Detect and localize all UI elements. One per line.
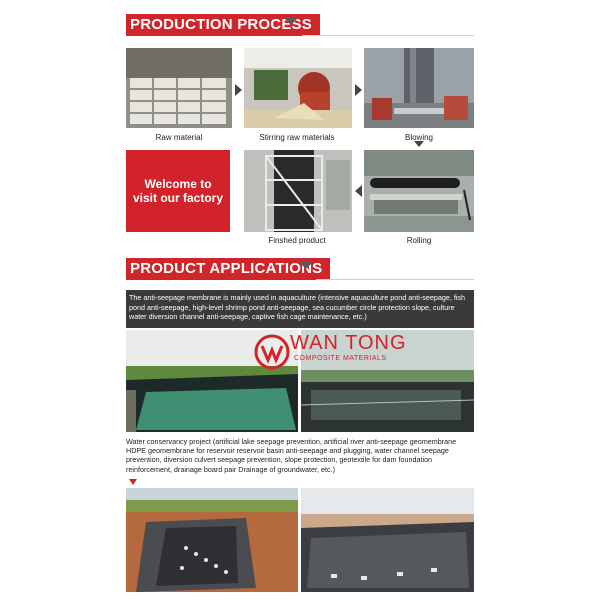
marker-triangle-icon [129,479,137,485]
arrow-left-icon [355,185,362,197]
header-rule [302,35,474,36]
production-process-title: PRODUCTION PROCESS [126,14,320,36]
header-triangle-icon [283,17,299,25]
welcome-line-2: visit our factory [132,191,224,205]
photo-finished-product [244,150,352,232]
caption-finished-product: Finshed product [268,236,326,245]
photo-geomembrane-channel-left [126,488,298,592]
arrow-right-icon [235,84,242,96]
caption-raw-material: Raw material [155,133,203,142]
header-triangle-icon [298,261,314,269]
aquaculture-description: The anti-seepage membrane is mainly used in aquaculture (intensive aquaculture pond anti-seepage, fish pond anti-seepage, high-level shrimp pond anti-seepage, sea cucumber circle protection slope, culture water diversion channel anti-seepage, captive fish cage maintenance, etc.) [126,290,474,328]
logo-subtitle: COMPOSITE MATERIALS [294,355,387,362]
caption-stirring-raw-materials: Stirring raw materials [259,133,335,142]
arrow-right-icon [355,84,362,96]
product-applications-header [126,258,474,280]
header-rule [316,279,474,280]
photo-raw-material [126,48,232,128]
photo-geomembrane-pond-right [301,488,474,592]
product-applications-title: PRODUCT APPLICATIONS [126,258,330,280]
caption-rolling: Rolling [406,236,432,245]
photo-blowing [364,48,474,128]
photo-rolling [364,150,474,232]
arrow-down-icon [414,141,424,147]
wan-tong-logo-mark-icon [254,334,290,370]
logo-name: WAN TONG [290,332,407,354]
wan-tong-logo [254,332,414,372]
welcome-line-1: Welcome to [144,177,212,191]
production-process-header [126,14,474,36]
caption-blowing: Blowing [404,133,433,142]
water-conservancy-description: Water conservancy project (artificial lake seepage prevention, artificial river anti-seepage geomembrane HDPE geomembrane for reservoir reservoir basin anti-seepage and plugging, water channel seepage prevention, diversion culvert seepage prevention, slope protection, geotextile for dam foundation reinforcement, drainage board pair Drainage of groundwater, etc.) [126,437,457,474]
photo-stirring-raw-materials [244,48,352,128]
welcome-banner [126,150,230,232]
